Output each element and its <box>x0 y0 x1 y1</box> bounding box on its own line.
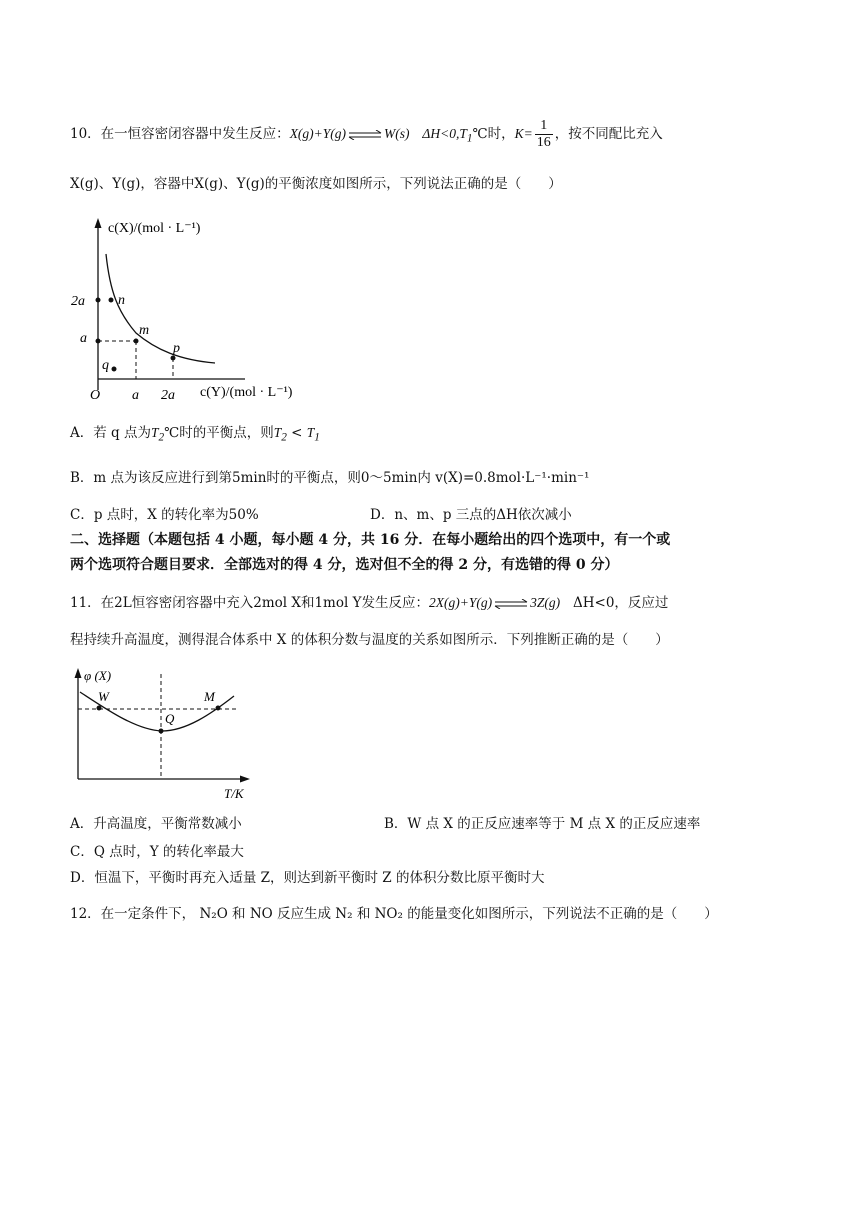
q11-reaction-right: 3Z(g) <box>530 595 561 610</box>
q11-option-b: B．W 点 X 的正反应速率等于 M 点 X 的正反应速率 <box>384 816 701 832</box>
q11-label-w: W <box>98 689 109 704</box>
q10-x-tick-2a: 2a <box>161 388 175 403</box>
q11-stem-text: 11．在2L恒容密闭容器中充入2mol X和1mol Y发生反应： <box>70 595 430 611</box>
q10-y-axis-label: c(X)/(mol · L⁻¹) <box>108 221 201 236</box>
q11-y-axis-arrow-icon <box>75 668 82 678</box>
q10-condition: ΔH<0,T <box>422 126 467 141</box>
q10-k-denominator: 16 <box>536 135 551 150</box>
section2-heading-line1: 二、选择题（本题包括 4 小题，每小题 4 分，共 16 分．在每小题给出的四个选项中，有一个或 <box>70 532 671 548</box>
q10-y-axis-arrow-icon <box>95 218 102 228</box>
q10-option-d: D．n、m、p 三点的ΔH依次减小 <box>370 507 572 523</box>
q10-option-a-t2b-sub: 2 <box>281 431 287 444</box>
q10-stem-tail: ，按不同配比充入 <box>554 126 663 142</box>
q10-stem-text: 10．在一恒容密闭容器中发生反应： <box>70 126 290 142</box>
q10-x-axis-label: c(Y)/(mol · L⁻¹) <box>200 385 293 400</box>
q10-point-y-2a <box>96 298 101 303</box>
q11-x-axis-arrow-icon <box>240 776 250 783</box>
q10-option-a-t2b: T <box>273 425 282 440</box>
q10-k-numerator: 1 <box>535 118 553 135</box>
q10-concentration-graph <box>60 212 350 412</box>
q10-point-m <box>134 339 139 344</box>
q10-option-a-t2: T <box>150 425 159 440</box>
q11-option-a: A．升高温度，平衡常数减小 <box>70 816 242 832</box>
q10-origin-label: O <box>90 388 101 403</box>
q10-condition-unit: ℃时， <box>472 126 515 142</box>
q10-option-a-prefix: A．若 q 点为 <box>70 425 151 441</box>
q11-point-w <box>97 706 102 711</box>
q10-option-a-t2-sub: 2 <box>158 431 165 444</box>
equilibrium-arrow-icon <box>494 599 528 609</box>
q10-reaction-right: W(s) <box>384 126 410 141</box>
q11-reaction-left: 2X(g)+Y(g) <box>429 595 493 610</box>
section2-heading-line2: 两个选项符合题目要求．全部选对的得 4 分，选对但不全的得 2 分，有选错的得 0 分） <box>70 557 619 573</box>
q11-y-axis-label: φ (X) <box>84 668 112 683</box>
q10-y-tick-2a: 2a <box>71 294 85 309</box>
q10-equilibrium-curve <box>106 254 215 363</box>
q10-label-q: q <box>102 358 109 373</box>
q10-x-tick-a: a <box>132 388 139 403</box>
q10-option-a <box>70 423 320 448</box>
q11-stem-line1 <box>70 593 668 613</box>
q10-point-q <box>112 367 117 372</box>
q10-label-m: m <box>139 323 150 338</box>
q11-stem-tail: ΔH<0，反应过 <box>573 595 669 611</box>
q10-label-n: n <box>118 293 125 308</box>
q10-option-b: B．m 点为该反应进行到第5min时的平衡点，则0～5min内 v(X)=0.8mol·L⁻¹·min⁻¹ <box>70 470 590 486</box>
q11-point-m <box>216 706 221 711</box>
q12-stem-line1: 12．在一定条件下， N₂O 和 NO 反应生成 N₂ 和 NO₂ 的能量变化如图所示，下列说法不正确的是（ ） <box>70 906 718 922</box>
q10-y-tick-a: a <box>80 331 87 346</box>
q10-option-a-mid: ℃时的平衡点，则 <box>164 425 274 441</box>
q10-reaction-left: X(g)+Y(g) <box>289 126 347 141</box>
q11-point-q <box>159 729 164 734</box>
q10-stem-line1 <box>70 118 663 150</box>
q11-volume-fraction-graph <box>66 664 266 804</box>
q11-x-axis-label: T/K <box>224 786 244 801</box>
q11-option-c: C．Q 点时，Y 的转化率最大 <box>70 844 244 860</box>
q10-option-c: C．p 点时，X 的转化率为50% <box>70 507 259 523</box>
q11-stem-line2: 程持续升高温度，测得混合体系中 X 的体积分数与温度的关系如图所示．下列推断正确的是（ ） <box>70 632 669 648</box>
q10-point-y-a <box>96 339 101 344</box>
q10-stem-line2: X(g)、Y(g)，容器中X(g)、Y(g)的平衡浓度如图所示，下列说法正确的是（ ） <box>70 176 562 192</box>
equilibrium-arrow-icon <box>348 130 382 140</box>
q10-label-p: p <box>173 341 180 356</box>
q11-label-q: Q <box>165 711 175 726</box>
q10-point-n <box>109 298 114 303</box>
q10-k-label: K= <box>514 126 533 141</box>
q11-option-d: D．恒温下，平衡时再充入适量 Z，则达到新平衡时 Z 的体积分数比原平衡时大 <box>70 870 545 886</box>
q10-point-p <box>171 356 176 361</box>
q10-option-a-lt: < <box>286 425 307 441</box>
q10-option-a-t1: T <box>306 425 315 440</box>
q10-k-fraction <box>535 118 553 151</box>
q10-option-a-t1-sub: 1 <box>314 431 320 444</box>
q10-condition-sub: 1 <box>466 132 473 145</box>
q11-label-m: M <box>204 689 215 704</box>
